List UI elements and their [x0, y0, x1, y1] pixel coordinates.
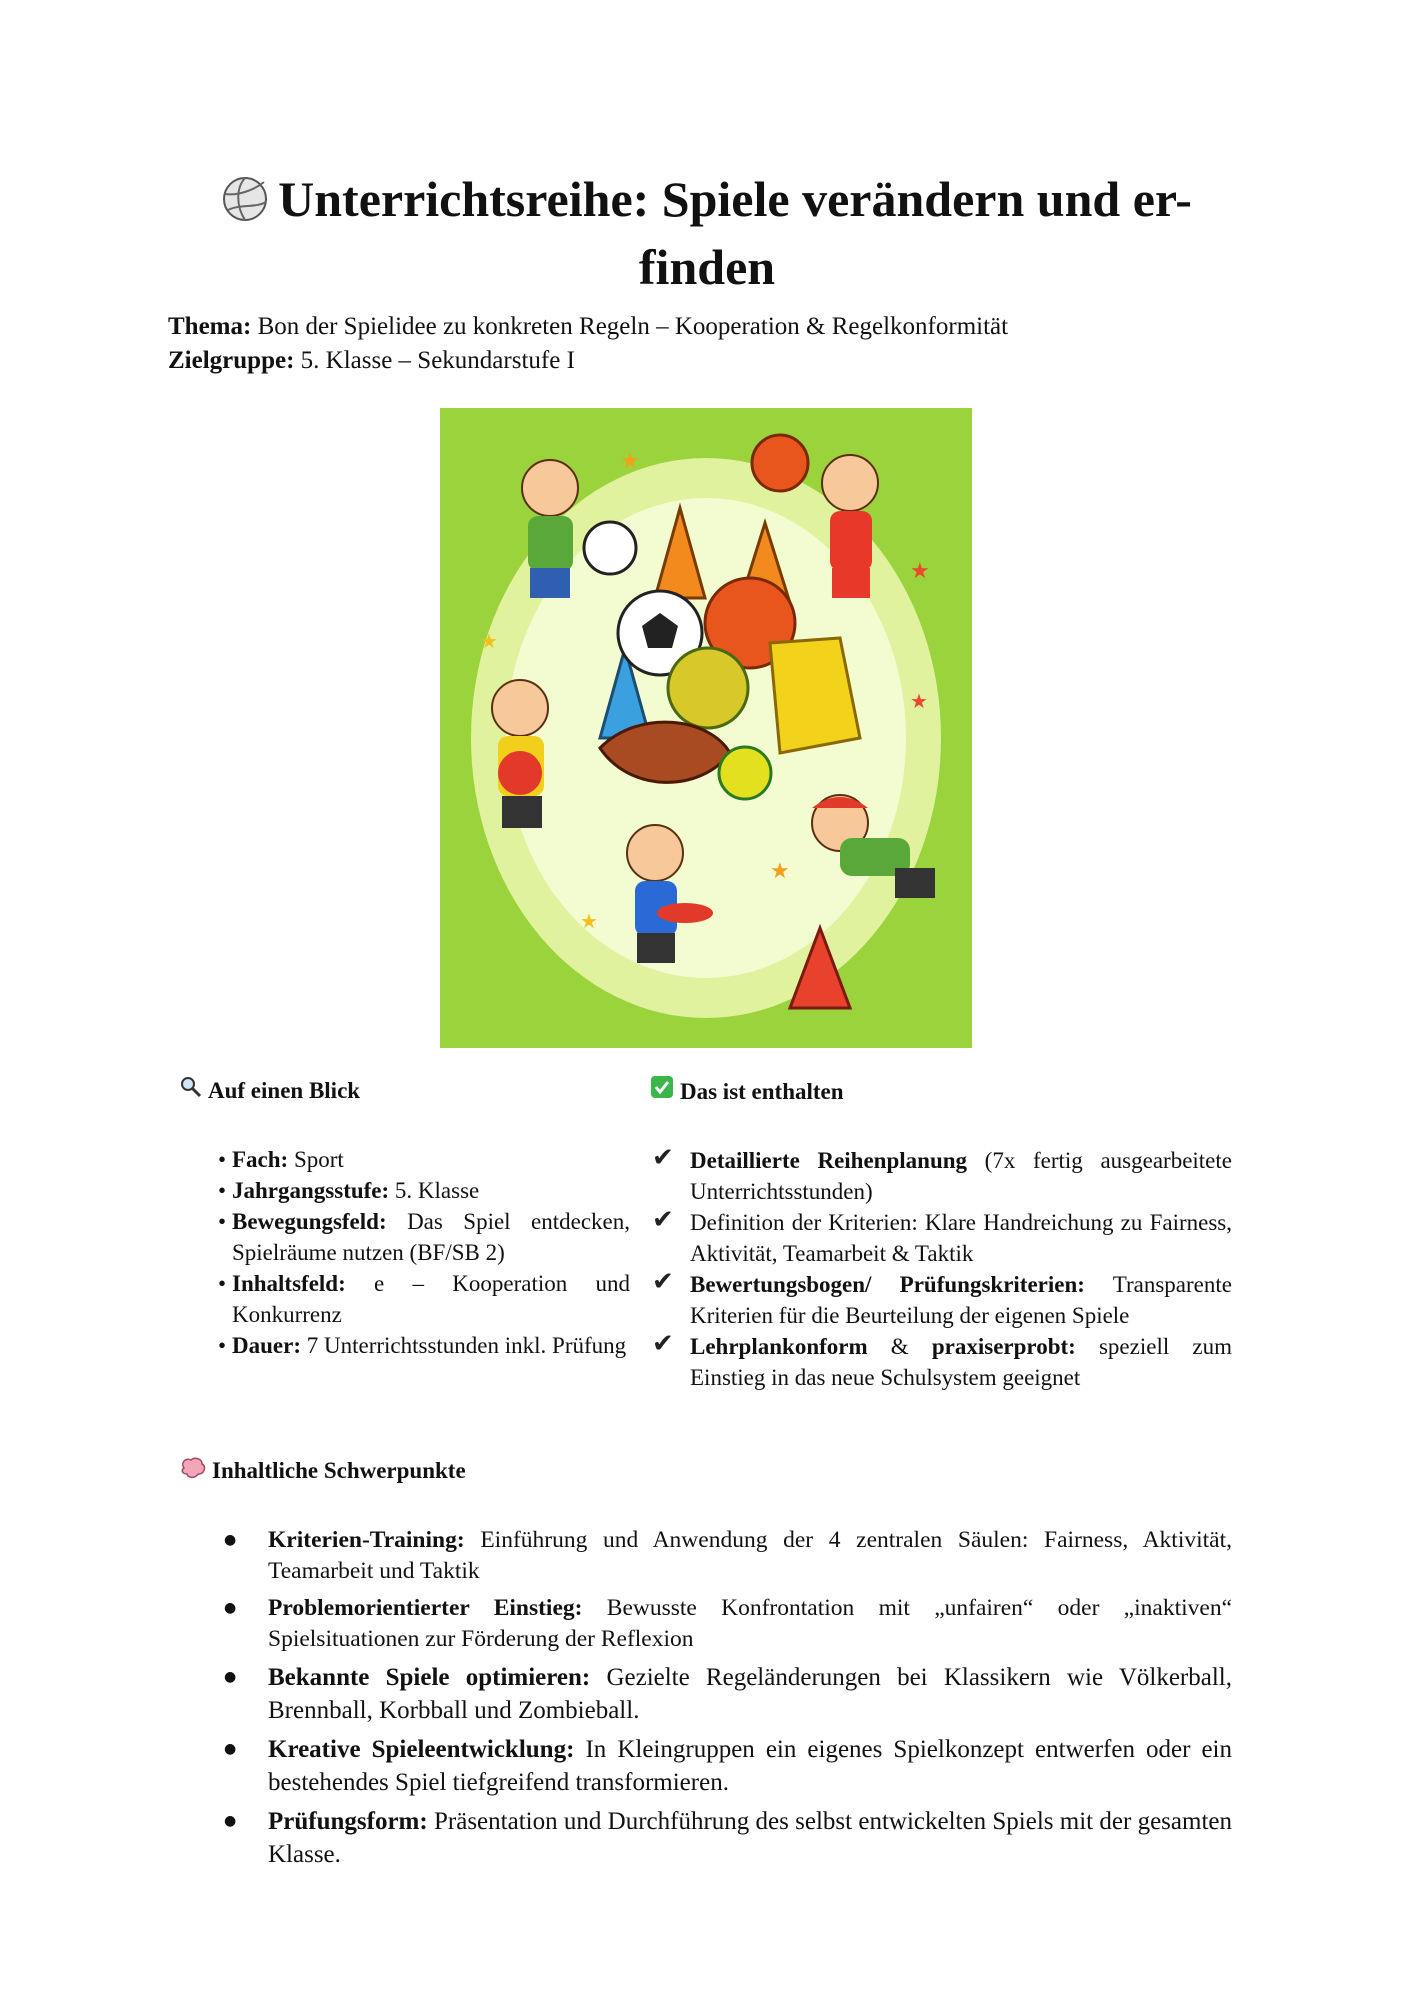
svg-text:★: ★: [910, 559, 930, 584]
list-item: ✔ Definition der Kriterien: Klare Handreichung zu Fairness, Aktivität, Teamarbeit & Taktik: [652, 1205, 1232, 1266]
list-item: ✔ Detaillierte Reihenplanung (7x fertig ausgearbeitete Unterrichtsstunden): [652, 1143, 1232, 1204]
volleyball-icon: [222, 174, 268, 236]
list-item: ✔ Lehrplankonform & praxiserprobt: speziell zum Einstieg in das neue Schulsystem geeignet: [652, 1329, 1232, 1390]
list-item: • Inhaltsfeld: e – Kooperation und Konkurrenz: [218, 1268, 630, 1330]
list-item: • Fach: Sport: [218, 1144, 630, 1175]
magnifier-icon: [180, 1075, 202, 1106]
list-item: ● Problemorientierter Einstieg: Bewusste Konfrontation mit „unfairen“ oder „inaktiven“ Spielsituationen zur Förderung der Reflexion: [180, 1593, 1232, 1655]
focus-section: [180, 1457, 1232, 1877]
check-icon: ✔: [652, 1329, 674, 1359]
list-item: • Dauer: 7 Unterrichtsstunden inkl. Prüfung: [218, 1330, 630, 1361]
focus-heading: [180, 1457, 1232, 1485]
title-line-2: finden: [638, 239, 776, 295]
check-icon: ✔: [652, 1143, 674, 1173]
overview-heading: [180, 1075, 630, 1106]
topic-label: Thema:: [168, 313, 252, 340]
list-item: ● Kreative Spieleentwicklung: In Kleingruppen ein eigenes Spielkonzept entwerfen oder ein bestehendes Spiel tiefgreifend transformieren.: [180, 1733, 1232, 1799]
list-item: ● Bekannte Spiele optimieren: Gezielte Regeländerungen bei Klassikern wie Völkerball, Brennball, Korbball und Zombieball.: [180, 1661, 1232, 1727]
included-heading: [650, 1075, 1232, 1107]
check-icon: ✔: [652, 1267, 674, 1297]
list-item: • Jahrgangsstufe: 5. Klasse: [218, 1175, 630, 1206]
check-icon: ✔: [652, 1205, 674, 1235]
page-title: [150, 168, 1264, 298]
target-group-value: 5. Klasse – Sekundarstufe I: [294, 347, 575, 374]
svg-text:★: ★: [620, 449, 640, 474]
included-list: [650, 1145, 1232, 1393]
overview-section: [180, 1075, 630, 1361]
overview-heading-text: Auf einen Blick: [208, 1078, 361, 1103]
included-heading-text: Das ist enthalten: [680, 1078, 844, 1104]
focus-heading-text: Inhaltliche Schwerpunkte: [212, 1458, 466, 1483]
list-item: • Bewegungsfeld: Das Spiel entdecken, Spielräume nutzen (BF/SB 2): [218, 1206, 630, 1268]
target-group-label: Zielgruppe:: [168, 347, 295, 374]
topic-value: Bon der Spielidee zu konkreten Regeln – Kooperation & Regelkonformität: [251, 313, 1009, 340]
brain-icon: [180, 1457, 206, 1485]
checkbox-icon: [650, 1075, 674, 1107]
svg-text:★: ★: [910, 689, 928, 713]
list-item: ● Prüfungsform: Präsentation und Durchführung des selbst entwickelten Spiels mit der gesamten Klasse.: [180, 1805, 1232, 1871]
list-item: ● Kriterien-Training: Einführung und Anwendung der 4 zentralen Säulen: Fairness, Aktivität, Teamarbeit und Taktik: [180, 1525, 1232, 1587]
svg-text:★: ★: [770, 859, 790, 884]
included-section: [650, 1075, 1232, 1393]
svg-text:★: ★: [480, 629, 498, 653]
focus-list: [180, 1525, 1232, 1871]
kid-1: [522, 460, 578, 598]
title-line-1: Unterrichtsreihe: Spiele verändern und er-: [278, 171, 1192, 227]
list-item: ✔ Bewertungsbogen/ Prüfungskriterien: Transparente Kriterien für die Beurteilung der eigenen Spiele: [652, 1267, 1232, 1328]
overview-list: [218, 1144, 630, 1361]
svg-text:★: ★: [580, 909, 598, 933]
target-group-line: [168, 344, 575, 378]
topic-line: [168, 310, 1008, 344]
hero-illustration: [440, 408, 972, 1048]
